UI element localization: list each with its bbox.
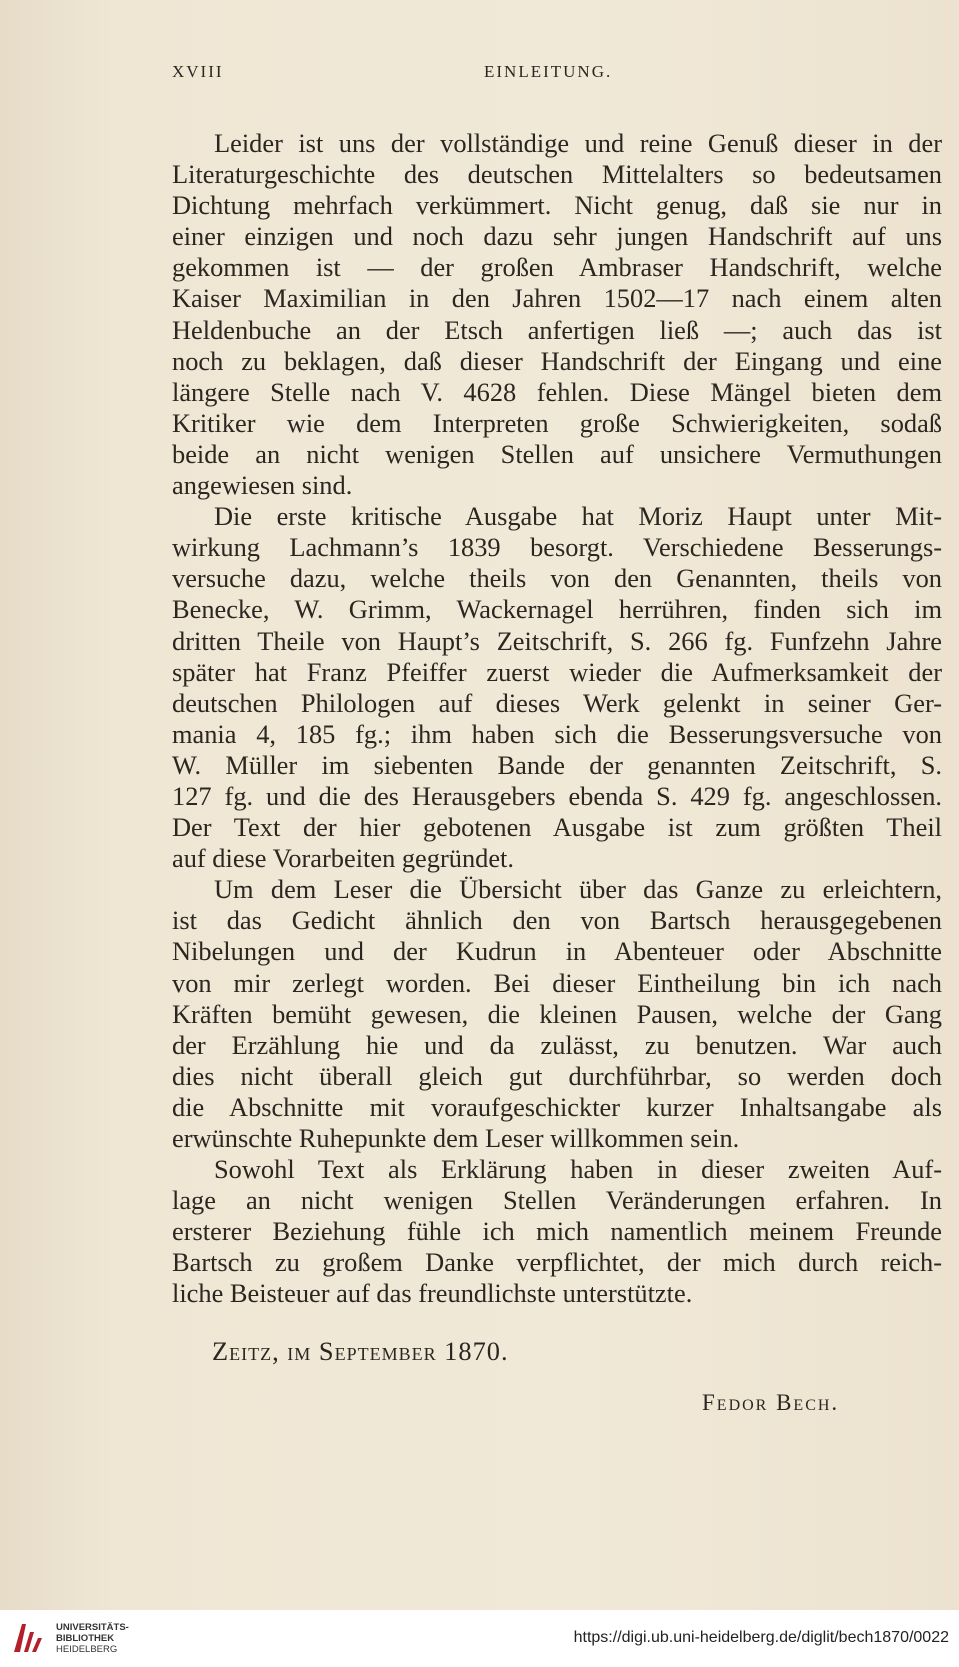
text-line: dies nicht überall gleich gut durchführbar, so werden doch — [172, 1060, 942, 1091]
paragraph-3 — [172, 874, 942, 1154]
text-line: später hat Franz Pfeiffer zuerst wieder die Aufmerksamkeit der — [172, 656, 942, 687]
page-number: XVIII — [172, 62, 224, 81]
text-line: W. Müller im siebenten Bande der genannten Zeitschrift, S. — [172, 749, 942, 780]
text-line: 127 fg. und die des Herausgebers ebenda S. 429 fg. angeschlossen. — [172, 780, 942, 811]
text-line: Kritiker wie dem Interpreten große Schwierigkeiten, sodaß — [172, 407, 942, 438]
permalink-url[interactable]: https://digi.ub.uni-heidelberg.de/diglit/bech1870/0022 — [573, 1629, 949, 1646]
text-line: Kaiser Maximilian in den Jahren 1502—17 nach einem alten — [172, 283, 942, 314]
library-line-2: BIBLIOTHEK — [56, 1633, 115, 1644]
text-line: einer einzigen und noch dazu sehr jungen Handschrift auf uns — [172, 221, 942, 252]
text-line: ersterer Beziehung fühle ich mich namentlich meinem Freunde — [172, 1216, 942, 1247]
text-line: wirkung Lachmann’s 1839 besorgt. Verschiedene Besserungs- — [172, 532, 942, 563]
text-line: Dichtung mehrfach verkümmert. Nicht genug, daß sie nur in — [172, 190, 942, 221]
text-line: angewiesen sind. — [172, 470, 353, 501]
text-line: Kräften bemüht gewesen, die kleinen Pausen, welche der Gang — [172, 998, 942, 1029]
text-line: lage an nicht wenigen Stellen Veränderungen erfahren. In — [172, 1185, 942, 1216]
viewer-footer — [0, 1610, 959, 1667]
text-line: beide an nicht wenigen Stellen auf unsichere Vermuthungen — [172, 438, 942, 469]
text-line: versuche dazu, welche theils von den Genannten, theils von — [172, 563, 942, 594]
library-line-3: HEIDELBERG — [56, 1644, 118, 1655]
text-line: Nibelungen und der Kudrun in Abenteuer oder Abschnitte — [172, 936, 942, 967]
paragraph-2 — [172, 501, 942, 874]
text-line: noch zu beklagen, daß dieser Handschrift der Eingang und eine — [172, 345, 942, 376]
text-line: die Abschnitte mit voraufgeschickter kurzer Inhaltsangabe als — [172, 1091, 942, 1122]
author-signature: Fedor Bech. — [702, 1390, 840, 1415]
text-line: liche Beisteuer auf das freundlichste unterstützte. — [172, 1278, 693, 1309]
text-line: mania 4, 185 fg.; ihm haben sich die Besserungsversuche von — [172, 718, 942, 749]
text-line: Leider ist uns der vollständige und reine Genuß dieser in der — [214, 128, 942, 158]
dateline: Zeitz, im September 1870. — [212, 1336, 509, 1366]
text-line: Bartsch zu großem Danke verpflichtet, der mich durch reich- — [172, 1247, 942, 1278]
text-line: von mir zerlegt worden. Bei dieser Eintheilung bin ich nach — [172, 967, 942, 998]
library-line-1: UNIVERSITÄTS- — [56, 1622, 129, 1633]
text-line: Benecke, W. Grimm, Wackernagel herrühren, finden sich im — [172, 594, 942, 625]
running-title: EINLEITUNG. — [484, 62, 613, 81]
body-text — [172, 128, 942, 1310]
paragraph-4 — [172, 1154, 942, 1309]
text-line: gekommen ist — der großen Ambraser Handschrift, welche — [172, 252, 942, 283]
library-name — [56, 1622, 129, 1655]
text-line: Heldenbuche an der Etsch anfertigen ließ —; auch das ist — [172, 314, 942, 345]
text-line: dritten Theile von Haupt’s Zeitschrift, S. 266 fg. Funfzehn Jahre — [172, 625, 942, 656]
text-line: Sowohl Text als Erklärung haben in dieser zweiten Auf- — [214, 1154, 942, 1185]
paragraph-1 — [172, 128, 942, 501]
text-line: deutschen Philologen auf dieses Werk gelenkt in seiner Ger- — [172, 687, 942, 718]
text-line: Der Text der hier gebotenen Ausgabe ist zum größten Theil — [172, 812, 942, 843]
text-line: ist das Gedicht ähnlich den von Bartsch herausgegebenen — [172, 905, 942, 936]
university-library-logo-icon — [8, 1618, 48, 1658]
text-line: Die erste kritische Ausgabe hat Moriz Haupt unter Mit- — [214, 501, 942, 532]
text-line: erwünschte Ruhepunkte dem Leser willkommen sein. — [172, 1123, 740, 1153]
text-line: auf diese Vorarbeiten gegründet. — [172, 843, 514, 874]
text-line: der Erzählung hie und da zulässt, zu benutzen. War auch — [172, 1029, 942, 1060]
text-line: Um dem Leser die Übersicht über das Ganze zu erleichtern, — [214, 874, 942, 905]
text-line: Literaturgeschichte des deutschen Mittelalters so bedeutsamen — [172, 159, 942, 190]
text-line: längere Stelle nach V. 4628 fehlen. Diese Mängel bieten dem — [172, 376, 942, 407]
